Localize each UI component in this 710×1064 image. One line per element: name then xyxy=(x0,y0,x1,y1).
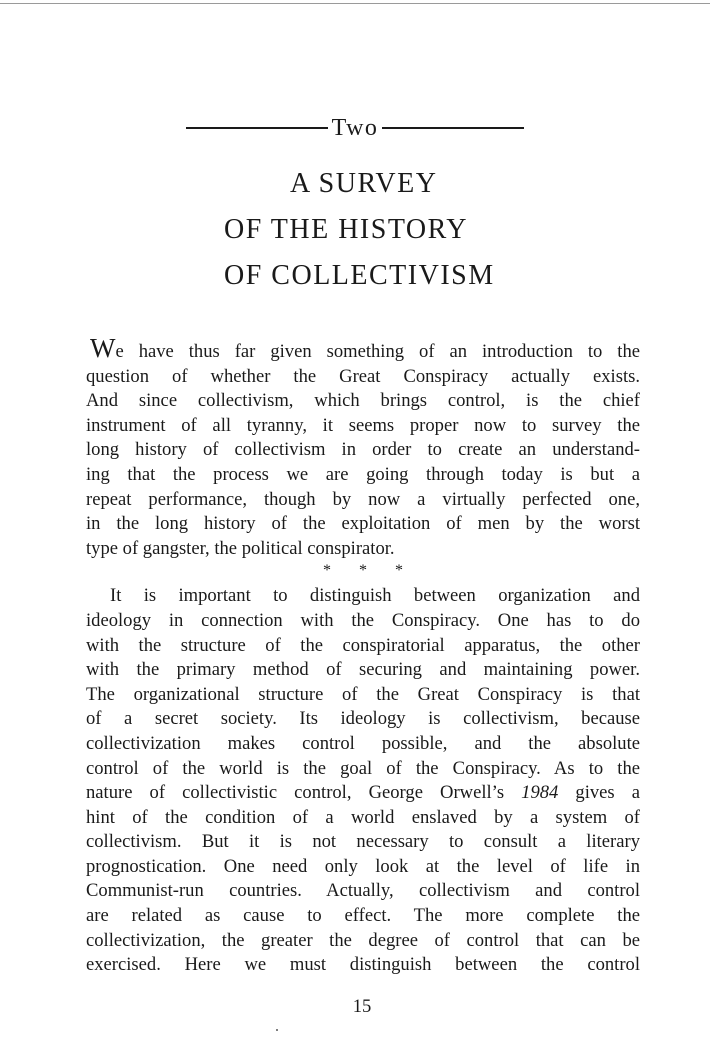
paragraph-1-line: question of whether the Great Conspiracy actually exists. xyxy=(86,365,640,387)
paragraph-2-line: nature of collectivistic control, George Orwell’s 1984 gives a xyxy=(86,782,640,804)
paragraph-2-line: exercised. Here we must distinguish between the control xyxy=(86,954,640,976)
paragraph-2-line: It is important to distinguish between organization and xyxy=(110,585,640,607)
scan-speck xyxy=(276,1029,278,1031)
paragraph-2-line: ideology in connection with the Conspiracy. One has to do xyxy=(86,609,640,631)
chapter-title-line-3: OF COLLECTIVISM xyxy=(224,260,495,291)
paragraph-2-line: collectivization makes control possible, and the absolute xyxy=(86,732,640,754)
paragraph-1-line: long history of collectivism in order to create an understand- xyxy=(86,439,640,461)
section-separator: * * * xyxy=(323,562,415,580)
paragraph-1-line: We have thus far given something of an introduction to the xyxy=(90,333,640,363)
paragraph-2-line: The organizational structure of the Great Conspiracy is that xyxy=(86,683,640,705)
book-title-1984: 1984 xyxy=(521,782,559,804)
heading-rule-right xyxy=(382,127,524,129)
chapter-heading xyxy=(0,112,710,144)
chapter-title-line-1: A SURVEY xyxy=(290,168,438,199)
paragraph-2-line: are related as cause to effect. The more complete the xyxy=(86,905,640,927)
heading-rule-left xyxy=(186,127,328,129)
paragraph-2-line: collectivism. But it is not necessary to consult a literary xyxy=(86,831,640,853)
paragraph-2-line: collectivization, the greater the degree of control that can be xyxy=(86,929,640,951)
paragraph-1-line: And since collectivism, which brings control, is the chief xyxy=(86,390,640,412)
paragraph-2-line: prognostication. One need only look at the level of life in xyxy=(86,855,640,877)
paragraph-1-line: in the long history of the exploitation of men by the worst xyxy=(86,513,640,535)
paragraph-2-line: with the primary method of securing and maintaining power. xyxy=(86,659,640,681)
paragraph-2-line: control of the world is the goal of the Conspiracy. As to the xyxy=(86,757,640,779)
paragraph-2 xyxy=(86,584,640,978)
chapter-number: Two xyxy=(331,115,379,141)
paragraph-1-line: repeat performance, though by now a virtually perfected one, xyxy=(86,488,640,510)
paragraph-1-line: type of gangster, the political conspirator. xyxy=(86,537,395,559)
page-number: 15 xyxy=(352,996,372,1017)
paragraph-1-line: ing that the process we are going through today is but a xyxy=(86,463,640,485)
body-text xyxy=(86,333,640,978)
page-top-border xyxy=(0,3,710,4)
paragraph-2-line: of a secret society. Its ideology is collectivism, because xyxy=(86,708,640,730)
paragraph-1-line: instrument of all tyranny, it seems proper now to survey the xyxy=(86,414,640,436)
paragraph-1 xyxy=(86,333,640,561)
paragraph-2-line: with the structure of the conspiratorial apparatus, the other xyxy=(86,634,640,656)
paragraph-2-line: hint of the condition of a world enslaved by a system of xyxy=(86,806,640,828)
paragraph-2-line: Communist-run countries. Actually, collectivism and control xyxy=(86,880,640,902)
drop-cap: W xyxy=(90,333,116,363)
chapter-title-line-2: OF THE HISTORY xyxy=(224,214,469,245)
